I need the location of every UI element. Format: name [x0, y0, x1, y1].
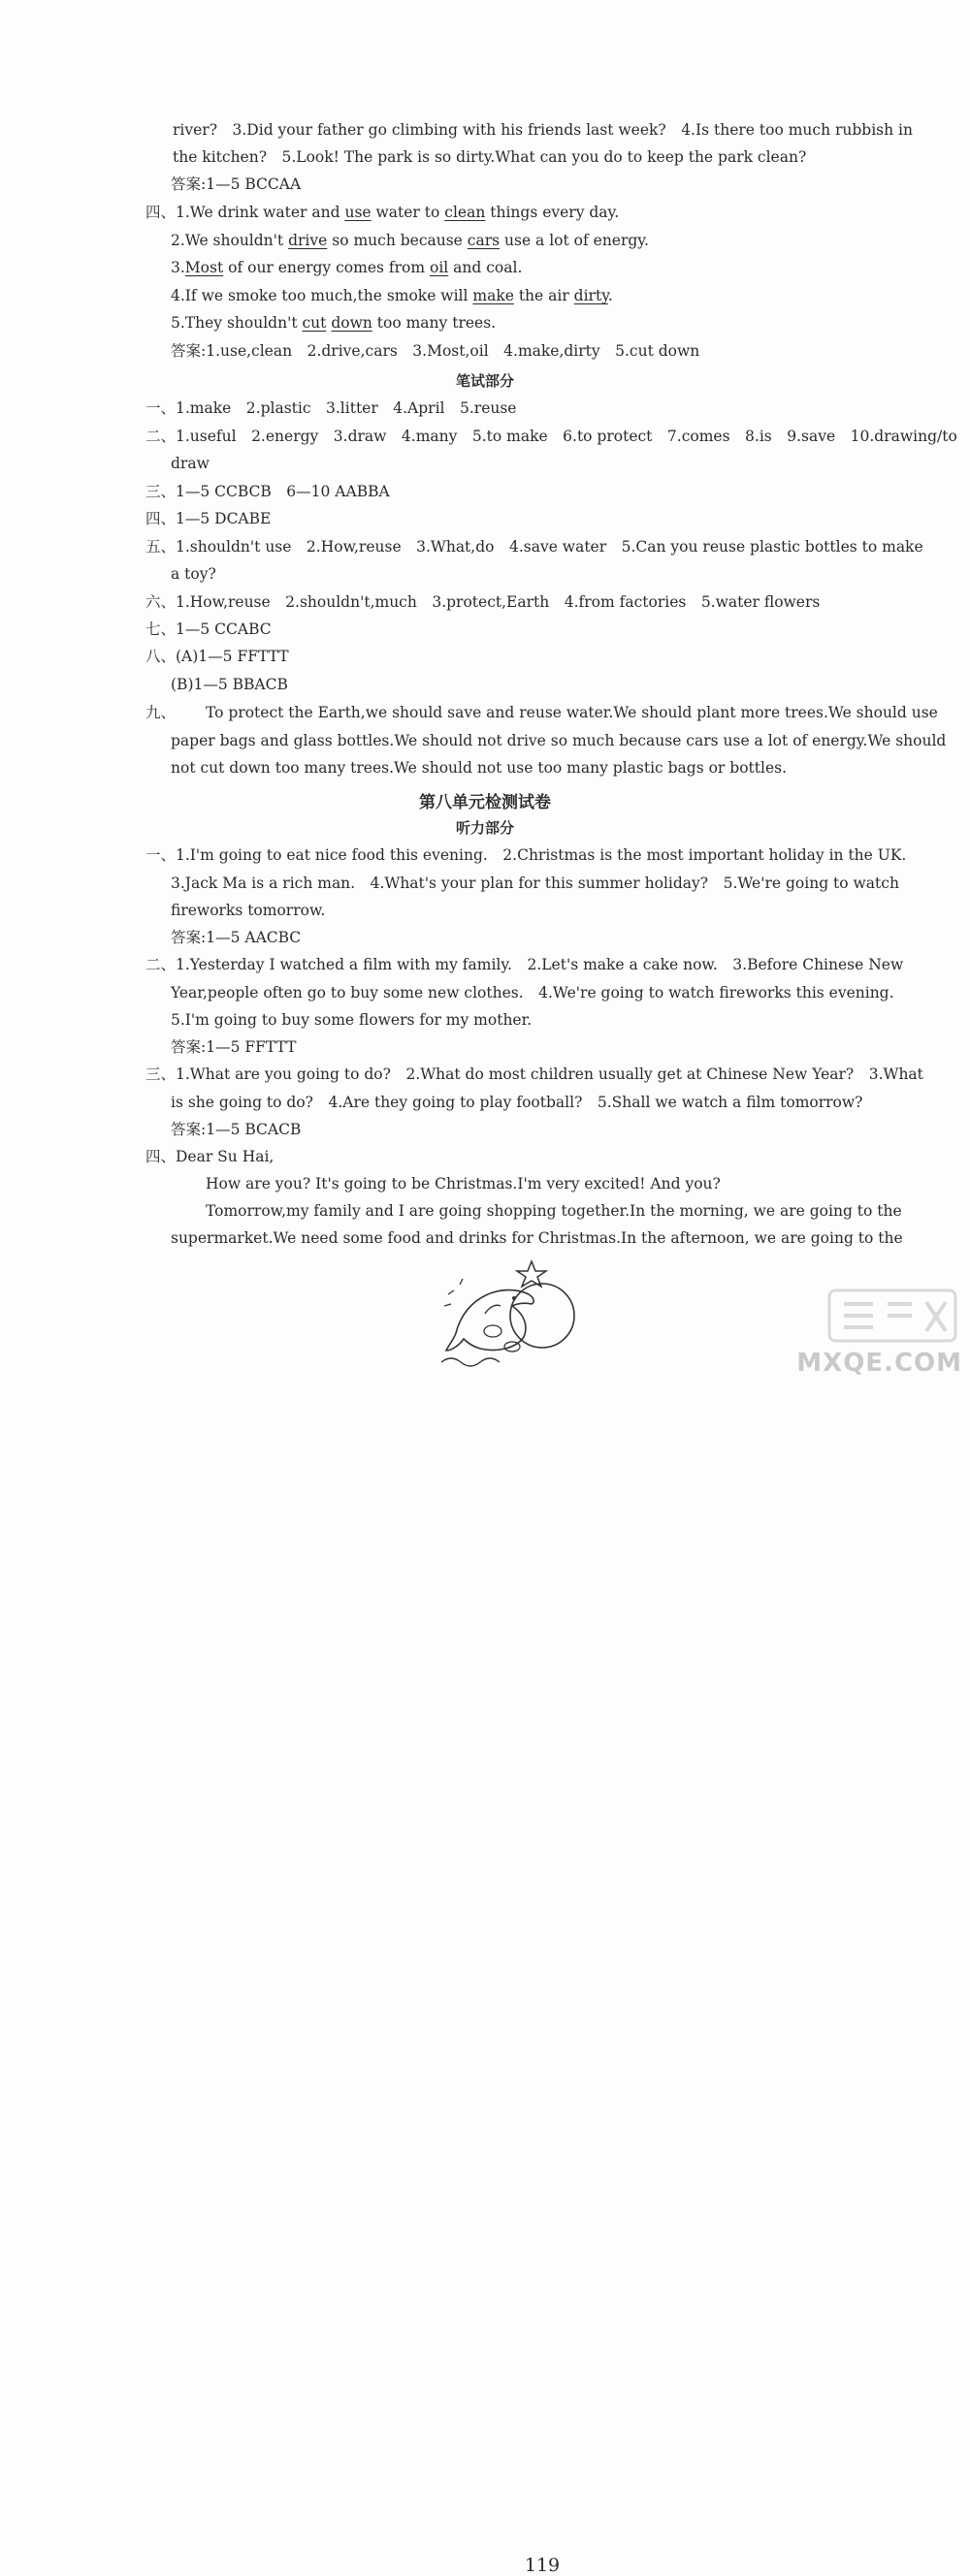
text-line: fireworks tomorrow.	[171, 902, 326, 919]
answer-line: 四、1—5 DCABE	[146, 510, 272, 527]
watermark-text: MXQE.COM	[796, 1349, 962, 1378]
letter-line: Tomorrow,my family and I are going shopping together.In the morning, we are going to the	[206, 1202, 902, 1220]
page-number: 119	[524, 2555, 561, 2576]
underlined-word: drive	[288, 232, 328, 249]
text-line: 5.I'm going to buy some flowers for my mother.	[171, 1011, 533, 1029]
underlined-word: dirty	[573, 287, 608, 304]
answer-line: 答案:1.use,clean 2.drive,cars 3.Most,oil 4.make,dirty 5.cut down	[171, 342, 700, 360]
shell-icon	[484, 1325, 501, 1337]
page-footer	[0, 1256, 970, 2576]
letter-line: supermarket.We need some food and drinks for Christmas.In the afternoon, we are going to the	[171, 1229, 903, 1247]
text-line: river? 3.Did your father go climbing with his friends last week? 4.Is there too much rubbish in	[173, 121, 913, 139]
dolphin-icon	[446, 1290, 534, 1351]
answer-line: 一、1.make 2.plastic 3.litter 4.April 5.reuse	[146, 399, 517, 417]
answer-line: draw	[171, 455, 210, 472]
underlined-word: clean	[444, 204, 486, 221]
letter-line: How are you? It's going to be Christmas.I'm very excited! And you?	[206, 1175, 721, 1193]
answer-line: 八、(A)1—5 FFTTT	[146, 648, 289, 665]
underlined-word: make	[472, 287, 514, 304]
answer-line: (B)1—5 BBACB	[171, 676, 288, 693]
underlined-word: down	[331, 314, 372, 332]
text-line: 二、1.Yesterday I watched a film with my family. 2.Let's make a cake now. 3.Before Chinese New	[146, 956, 904, 973]
underlined-word: oil	[429, 259, 449, 276]
sentence-4: 4.If we smoke too much,the smoke will make the air dirty.	[171, 287, 613, 304]
answer-line: 五、1.shouldn't use 2.How,reuse 3.What,do 4.save water 5.Can you reuse plastic bottles to make	[146, 538, 923, 556]
text-line: 三、1.What are you going to do? 2.What do most children usually get at Chinese New Year? 3.What	[146, 1065, 923, 1083]
ball-icon	[510, 1284, 574, 1348]
sentence-1: 四、1.We drink water and use water to clean things every day.	[146, 204, 620, 221]
section-title: 听力部分	[455, 819, 514, 837]
section-title: 笔试部分	[455, 372, 514, 390]
underlined-word: Most	[184, 259, 224, 276]
essay-line: To protect the Earth,we should save and reuse water.We should plant more trees.We should use	[206, 704, 938, 721]
answer-line: 三、1—5 CCBCB 6—10 AABBA	[146, 483, 390, 500]
sentence-5: 5.They shouldn't cut down too many trees.	[171, 314, 497, 332]
essay-line: not cut down too many trees.We should not use too many plastic bags or bottles.	[171, 759, 787, 777]
answer-line: 答案:1—5 BCACB	[171, 1121, 302, 1138]
answer-line: 二、1.useful 2.energy 3.draw 4.many 5.to make 6.to protect 7.comes 8.is 9.save 10.drawing/to	[146, 428, 957, 445]
star-icon	[517, 1261, 546, 1287]
text-line: 一、1.I'm going to eat nice food this evening. 2.Christmas is the most important holiday in the UK.	[146, 846, 907, 864]
text-line: 3.Jack Ma is a rich man. 4.What's your plan for this summer holiday? 5.We're going to watch	[171, 875, 899, 892]
answer-line: 答案:1—5 AACBC	[171, 929, 302, 946]
underlined-word: use	[344, 204, 372, 221]
text-line: is she going to do? 4.Are they going to play football? 5.Shall we watch a film tomorrow?	[171, 1094, 863, 1111]
text-line: the kitchen? 5.Look! The park is so dirty.What can you do to keep the park clean?	[173, 148, 807, 166]
letter-greeting: 四、Dear Su Hai,	[146, 1148, 275, 1165]
answer-line: 答案:1—5 BCCAA	[171, 175, 302, 193]
question-label: 九、	[146, 704, 177, 721]
sentence-3: 3.Most of our energy comes from oil and coal.	[171, 259, 523, 276]
answer-line: 答案:1—5 FFTTT	[171, 1038, 297, 1056]
answer-line: a toy?	[171, 565, 216, 583]
text-line: Year,people often go to buy some new clothes. 4.We're going to watch fireworks this evening.	[171, 984, 894, 1002]
answer-line: 六、1.How,reuse 2.shouldn't,much 3.protect,Earth 4.from factories 5.water flowers	[146, 593, 821, 611]
underlined-word: cut	[302, 314, 327, 332]
watermark-logo	[829, 1290, 955, 1341]
essay-line: paper bags and glass bottles.We should not drive so much because cars use a lot of energy.We should	[171, 732, 947, 749]
underlined-word: cars	[467, 232, 501, 249]
sentence-2: 2.We shouldn't drive so much because cars use a lot of energy.	[171, 232, 649, 249]
unit-title: 第八单元检测试卷	[419, 793, 551, 812]
answer-line: 七、1—5 CCABC	[146, 620, 272, 638]
wave-icon	[441, 1358, 500, 1366]
